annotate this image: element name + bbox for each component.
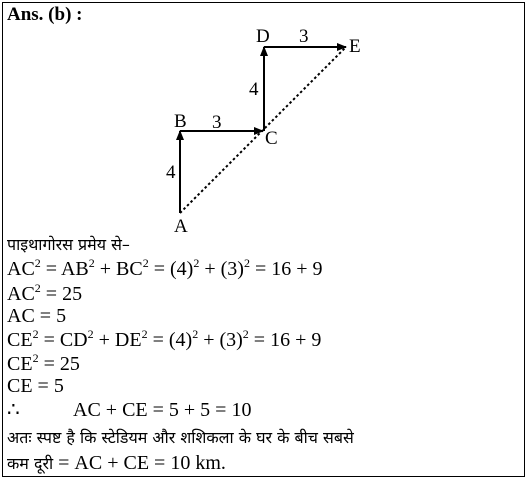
segment-cd-length: 4 [249, 79, 259, 100]
equation-ac: AC = 5 [7, 305, 67, 327]
equation-ac-squared-result: $AC^2 = 25$ [7, 281, 83, 305]
therefore-symbol: ∴ [7, 399, 20, 421]
point-a-label: A [174, 216, 188, 237]
theorem-heading: पाइथागोरस प्रमेय से– [7, 235, 130, 254]
segment-ab-length: 4 [166, 162, 176, 183]
segment-bc-length: 3 [212, 112, 222, 133]
conclusion-line-1: अतः स्पष्ट है कि स्टेडियम और शशिकला के घर के बीच सबसे [7, 428, 354, 447]
equation-ce-squared-result: $CE^2 = 25$ [7, 351, 80, 375]
equation-ac-squared: $AC^2 = AB^2 + BC^2 = (4)^2 + (3)^2 = 16 + 9$ [7, 256, 323, 280]
point-c-label: C [265, 128, 278, 149]
vector-diagram [0, 0, 529, 240]
equation-total: ∴ AC + CE = 5 + 5 = 10 [7, 399, 252, 421]
point-e-label: E [349, 36, 361, 57]
equation-ce: CE = 5 [7, 375, 64, 397]
equation-ce-squared: $CE^2 = CD^2 + DE^2 = (4)^2 + (3)^2 = 16 + 9$ [7, 327, 322, 351]
point-d-label: D [256, 26, 270, 47]
segment-de-length: 3 [299, 26, 309, 47]
conclusion-line-2: कम दूरी = AC + CE = 10 km. [7, 452, 226, 474]
point-b-label: B [174, 111, 187, 132]
answer-title: Ans. (b) : [7, 4, 83, 25]
